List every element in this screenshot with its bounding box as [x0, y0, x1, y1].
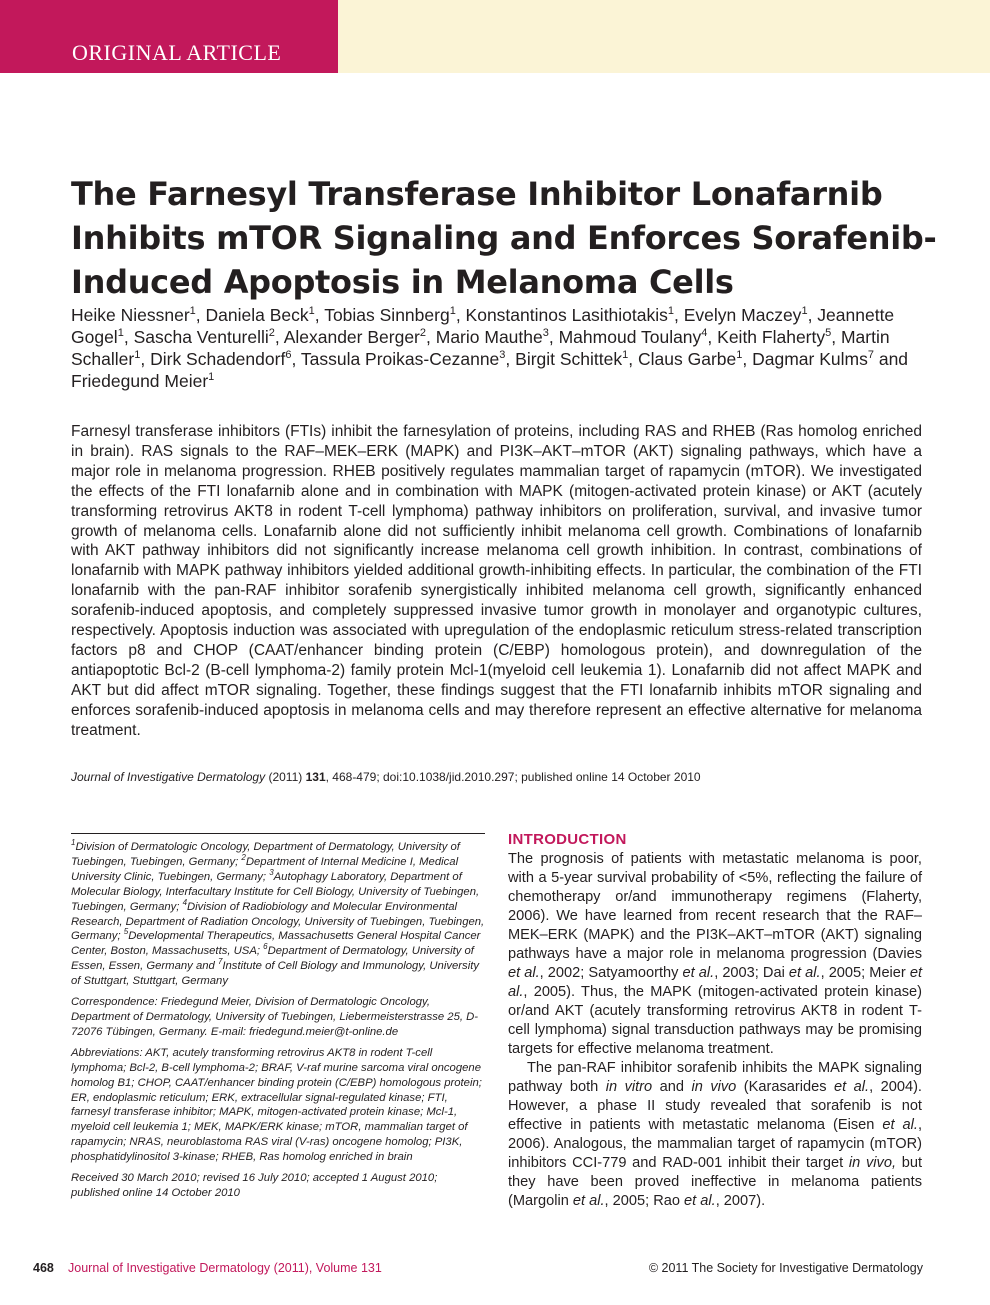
affiliation-text: Division of Dermatologic Oncology, Department of Dermatology, University of Tuebingen, Tuebingen, Germany; — [71, 841, 460, 868]
author-affiliation-mark: 1 — [208, 371, 215, 384]
author-name: Tobias Sinnberg — [324, 305, 450, 325]
text-run: et al. — [508, 965, 923, 1000]
text-run: in vivo — [691, 1079, 737, 1095]
correspondence: Correspondence: Friedegund Meier, Division of Dermatologic Oncology, Department of Dermatology, University of Tuebingen, Liebermeisterstrasse 25, D-72076 Tübingen, Germany. E-mail: friedegund.meier@t-online.de — [71, 996, 479, 1038]
text-run: , 2005; Rao — [604, 1193, 685, 1209]
author-name: Martin Schaller — [71, 327, 890, 369]
author-affiliation-mark: 6 — [285, 349, 292, 362]
article-title: The Farnesyl Transferase Inhibitor Lonafarnib Inhibits mTOR Signaling and Enforces Sorafenib-Induced Apoptosis in Melanoma Cells — [71, 175, 937, 301]
header-band — [338, 0, 990, 73]
author-affiliation-mark: 3 — [542, 327, 549, 340]
affiliation-number: 7 — [217, 957, 223, 967]
text-run: but they have been proved ineffective in melanoma patients (Margolin — [508, 1155, 922, 1209]
author-name: Tassula Proikas-Cezanne — [300, 349, 500, 369]
author-affiliation-mark: 1 — [801, 305, 808, 318]
affiliation-text: Department of Internal Medicine I, Medical University Clinic, Tuebingen, Germany; — [71, 855, 459, 883]
footnote-divider — [71, 833, 485, 834]
author-name: Mario Mauthe — [435, 327, 543, 347]
header-bar — [0, 0, 990, 73]
author-name: Mahmoud Toulany — [558, 327, 702, 347]
text-run: et al. — [882, 1117, 918, 1133]
author-affiliation-mark: 1 — [449, 305, 456, 318]
affiliation-text: Developmental Therapeutics, Massachusetts General Hospital Cancer Center, Boston, Massachusetts, USA; — [71, 930, 481, 958]
introduction-paragraph-2 — [508, 1059, 922, 1211]
abstract: Farnesyl transferase inhibitors (FTIs) inhibit the farnesylation of proteins, including RAS and RHEB (Ras homolog enriched in brain). RAS signals to the RAF–MEK–ERK (MAPK) and PI3K–AKT–mTOR (AKT) signaling pathways, which have a major role in melanoma progression. RHEB positively regulates mammalian target of rapamycin (mTOR). We investigated the effects of the FTI lonafarnib alone and in combination with MAPK (mitogen-activated protein kinase) or AKT (acutely transforming retrovirus AKT8 in rodent T-cell lymphoma) pathway inhibitors on proliferation, survival, and invasive tumor growth of melanoma cells. Lonafarnib alone did not sufficiently inhibit melanoma cell growth. Combinations of lonafarnib with AKT pathway inhibitors did not significantly increase melanoma cell growth inhibition. In contrast, combinations of lonafarnib with MAPK pathway inhibitors yielded additional growth-inhibiting effects. In particular, the combination of the FTI lonafarnib with the pan-RAF inhibitor sorafenib synergistically inhibited melanoma cell growth, significantly enhanced sorafenib-induced apoptosis, and completely suppressed invasive tumor growth in monolayer and organotypic cultures, respectively. Apoptosis induction was associated with upregulation of the endoplasmic reticulum stress-related transcription factors p8 and CHOP (CAAT/enhancer binding protein (C/EBP) homologous protein), and downregulation of the antiapoptotic Bcl-2 (B-cell lymphoma-2) family protein Mcl-1(myeloid cell leukemia 1). Lonafarnib did not affect MAPK and AKT but did affect mTOR signaling. Together, these findings suggest that the FTI lonafarnib inhibits mTOR signaling and enforces sorafenib-induced apoptosis in melanoma cells and may therefore represent an effective alternative for melanoma treatment. — [71, 423, 922, 739]
affiliations — [71, 840, 485, 989]
text-run: , 2006). Analogous, the mammalian target of rapamycin (mTOR) inhibitors CCI-779 and RAD-001 inhibit their target — [508, 1117, 923, 1171]
affiliation-number: 1 — [71, 838, 76, 848]
author-name: Friedegund Meier — [71, 371, 209, 391]
citation-year: (2011) — [268, 770, 303, 784]
citation — [71, 769, 931, 785]
text-run: et al. — [788, 965, 821, 981]
text-run: and — [652, 1079, 692, 1095]
text-run: et al. — [508, 965, 540, 981]
page-number: 468 — [33, 1261, 54, 1275]
author-name: Dirk Schadendorf — [150, 349, 286, 369]
footer-journal: Journal of Investigative Dermatology (2011), Volume 131 — [68, 1261, 382, 1275]
affiliation-number: 5 — [123, 927, 129, 937]
page-footer — [33, 1259, 923, 1279]
affiliation-text: Department of Dermatology, University of Essen, Essen, Germany and — [71, 945, 474, 973]
affiliation-text: Division of Radiobiology and Molecular Environmental Research, Department of Radiation Oncology, University of Tuebingen, Tuebingen, Germany; — [71, 900, 485, 943]
author-affiliation-mark: 2 — [268, 327, 275, 340]
text-run: et al. — [682, 965, 715, 981]
author-affiliation-mark: 1 — [117, 327, 124, 340]
author-affiliation-mark: 1 — [622, 349, 629, 362]
author-affiliation-mark: 2 — [419, 327, 427, 340]
section-label: ORIGINAL ARTICLE — [72, 40, 282, 65]
author-affiliation-mark: 1 — [134, 349, 141, 362]
introduction-paragraph-1 — [508, 850, 922, 1059]
text-run: (Karasarides — [736, 1079, 834, 1095]
abbreviations: Abbreviations: AKT, acutely transforming retrovirus AKT8 in rodent T-cell lymphoma; Bcl-2, B-cell lymphoma-2; BRAF, V-raf murine sarcoma viral oncogene homolog B1; CHOP, CAAT/enhancer binding protein (C/EBP) homologous protein; ER, endoplasmic reticulum; ERK, extracellular signal-regulated kinase; FTI, farnesyl transferase inhibitor; MAPK, mitogen-activated protein kinase; Mcl-1, myeloid cell leukemia 1; MEK, MAPK/ERK kinase; mTOR, mammalian target of rapamycin; NRAS, neuroblastoma RAS viral (V-ras) oncogene homolog; PI3K, phosphatidylinositol 3-kinase; RHEB, Ras homolog enriched in brain — [71, 1046, 482, 1164]
affiliation-text: Autophagy Laboratory, Department of Molecular Biology, Interfacultary Institute for Cell Biology, University of Tuebingen, Tuebingen, Germany; — [71, 870, 480, 913]
author-affiliation-mark: 5 — [825, 327, 832, 340]
author-name: Dagmar Kulms — [752, 349, 868, 369]
text-run: , 2004). However, a phase II study revealed that sorafenib is not effective in patients with metastatic melanoma (Eisen — [508, 1079, 922, 1133]
text-run: in vivo, — [848, 1155, 896, 1171]
text-run: , 2005; Meier — [820, 965, 910, 981]
author-name: Evelyn Maczey — [683, 305, 802, 325]
footnotes-column — [71, 840, 485, 1207]
author-name: Konstantinos Lasithiotakis — [465, 305, 668, 325]
author-affiliation-mark: 3 — [499, 349, 506, 362]
introduction-column — [508, 830, 922, 1211]
text-run: et al. — [833, 1079, 870, 1095]
author-name: Keith Flaherty — [717, 327, 826, 347]
author-name: Alexander Berger — [283, 327, 420, 347]
author-name: Heike Niessner — [71, 305, 190, 325]
author-affiliation-mark: 1 — [667, 305, 675, 318]
author-affiliation-mark: 1 — [189, 305, 196, 318]
text-run: , 2007). — [715, 1193, 766, 1209]
citation-journal: Journal of Investigative Dermatology — [71, 770, 266, 784]
author-list: Heike Niessner$^1$, Daniela Beck$^1$, Tobias Sinnberg$^1$, Konstantinos Lasithiotakis$^1$, Evelyn Maczey$^1$, Jeannette Gogel$^1$, Sascha Venturelli$^2$, Alexander Berger$^2$, Mario Mauthe$^3$, Mahmoud Toulany$^4$, Keith Flaherty$^5$, Martin Schaller$^1$, Dirk Schadendorf$^6$, Tassula Proikas-Cezanne$^3$, Birgit Schittek$^1$, Claus Garbe$^1$, Dagmar Kulms$^7$ and Friedegund Meier$^1$ — [71, 305, 909, 391]
author-affiliation-mark: 1 — [736, 349, 743, 362]
text-run: , 2003; Dai — [714, 965, 789, 981]
affiliation-text: Institute of Cell Biology and Immunology, University of Stuttgart, Stuttgart, Germany — [71, 960, 479, 988]
text-run: , 2005). Thus, the MAPK (mitogen-activated protein kinase) or/and AKT (acutely transforming retrovirus AKT8 in rodent T-cell lymphoma) signal transduction pathways may be promising targets for effective melanoma treatment. — [508, 984, 922, 1057]
text-run: The pan-RAF inhibitor sorafenib inhibits the MAPK signaling pathway both — [508, 1060, 922, 1095]
introduction-heading: INTRODUCTION — [508, 831, 627, 848]
author-name: Birgit Schittek — [515, 349, 623, 369]
text-run: The prognosis of patients with metastatic melanoma is poor, with a 5-year survival probability of <5%, reflecting the failure of chemotherapy or/and immunotherapy regimens (Flaherty, 2006). We have learned from recent research that the RAF–MEK–ERK (MAPK) and the PI3K–AKT–mTOR (AKT) signaling pathways have a major role in melanoma progression (Davies — [508, 851, 922, 962]
author-name: Jeannette Gogel — [71, 305, 895, 347]
text-run: et al. — [684, 1193, 716, 1209]
citation-details: , 468-479; doi:10.1038/jid.2010.297; published online 14 October 2010 — [325, 770, 701, 784]
text-run: in vitro — [605, 1079, 653, 1095]
author-name: Sascha Venturelli — [133, 327, 269, 347]
affiliation-number: 6 — [263, 942, 268, 952]
affiliation-number: 4 — [182, 897, 188, 907]
affiliation-number: 3 — [269, 868, 274, 878]
text-run: et al. — [572, 1193, 605, 1209]
footer-copyright: © 2011 The Society for Investigative Dermatology — [648, 1261, 923, 1275]
author-name: Daniela Beck — [205, 305, 309, 325]
author-affiliation-mark: 7 — [867, 349, 874, 362]
author-name: Claus Garbe — [638, 349, 737, 369]
received-dates: Received 30 March 2010; revised 16 July 2010; accepted 1 August 2010; published online 14 October 2010 — [71, 1172, 438, 1199]
text-run: , 2002; Satyamoorthy — [539, 965, 683, 981]
author-affiliation-mark: 4 — [701, 327, 708, 340]
author-affiliation-mark: 1 — [308, 305, 315, 318]
affiliation-number: 2 — [241, 853, 246, 863]
citation-volume: 131 — [305, 770, 326, 784]
